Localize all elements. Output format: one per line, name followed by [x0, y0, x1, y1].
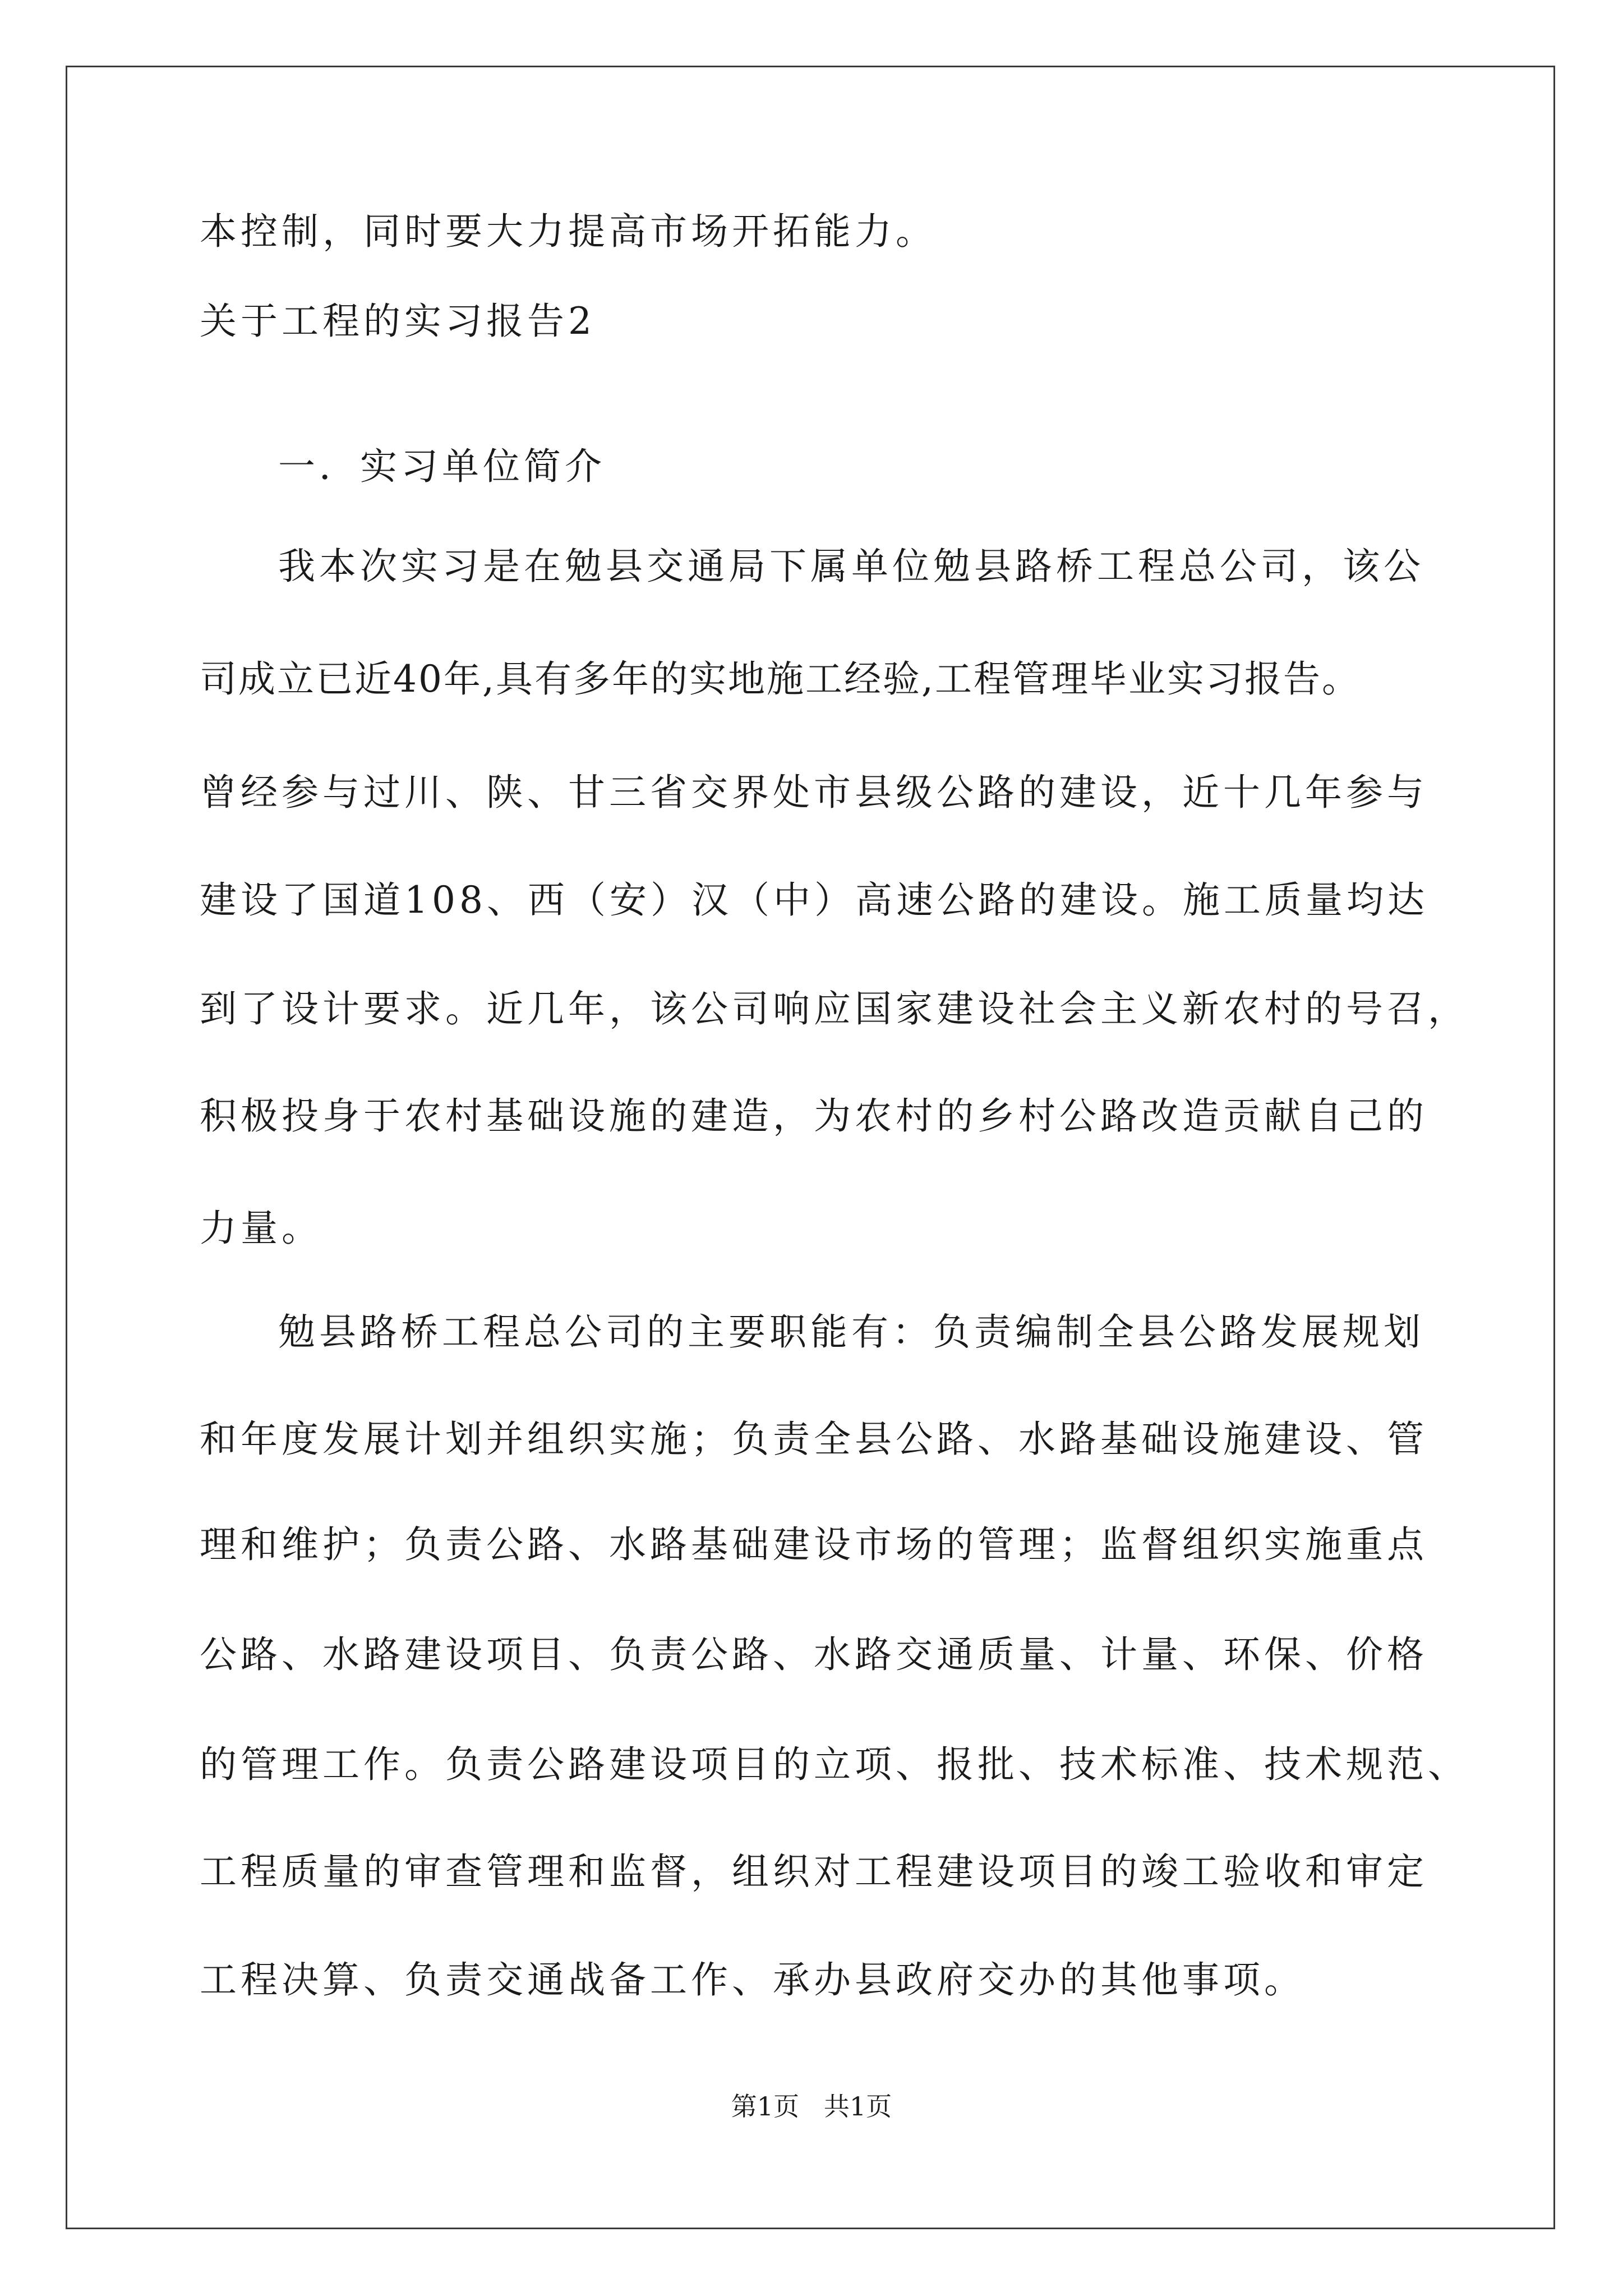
text-line: 力量。	[200, 1207, 322, 1250]
text-line: 司成立已近40年,具有多年的实地施工经验,工程管理毕业实习报告。	[200, 657, 1361, 701]
text-line: 到了设计要求。近几年，该公司响应国家建设社会主义新农村的号召，	[200, 987, 1469, 1030]
text-line: 工程决算、负责交通战备工作、承办县政府交办的其他事项。	[200, 1958, 1305, 2001]
subsection-heading: 一．实习单位简介	[278, 445, 606, 488]
text-line: 工程质量的审查管理和监督，组织对工程建设项目的竣工验收和审定	[200, 1850, 1428, 1893]
text-line: 和年度发展计划并组织实施；负责全县公路、水路基础设施建设、管	[200, 1418, 1428, 1461]
text-line: 的管理工作。负责公路建设项目的立项、报批、技术标准、技术规范、	[200, 1743, 1469, 1786]
section-heading: 关于工程的实习报告2	[200, 300, 596, 343]
text-line: 我本次实习是在勉县交通局下属单位勉县路桥工程总公司，该公	[278, 545, 1424, 588]
text-line: 曾经参与过川、陕、甘三省交界处市县级公路的建设，近十几年参与	[200, 771, 1428, 814]
text-line: 积极投身于农村基础设施的建造，为农村的乡村公路改造贡献自己的	[200, 1094, 1428, 1138]
page-border	[66, 66, 1555, 2229]
text-line: 理和维护；负责公路、水路基础建设市场的管理；监督组织实施重点	[200, 1523, 1428, 1566]
page-number-footer: 第1页 共1页	[731, 2091, 892, 2122]
text-line: 公路、水路建设项目、负责公路、水路交通质量、计量、环保、价格	[200, 1633, 1428, 1676]
text-line: 建设了国道108、西（安）汉（中）高速公路的建设。施工质量均达	[200, 878, 1428, 922]
text-line: 本控制，同时要大力提高市场开拓能力。	[200, 210, 937, 253]
text-line: 勉县路桥工程总公司的主要职能有：负责编制全县公路发展规划	[278, 1310, 1424, 1354]
